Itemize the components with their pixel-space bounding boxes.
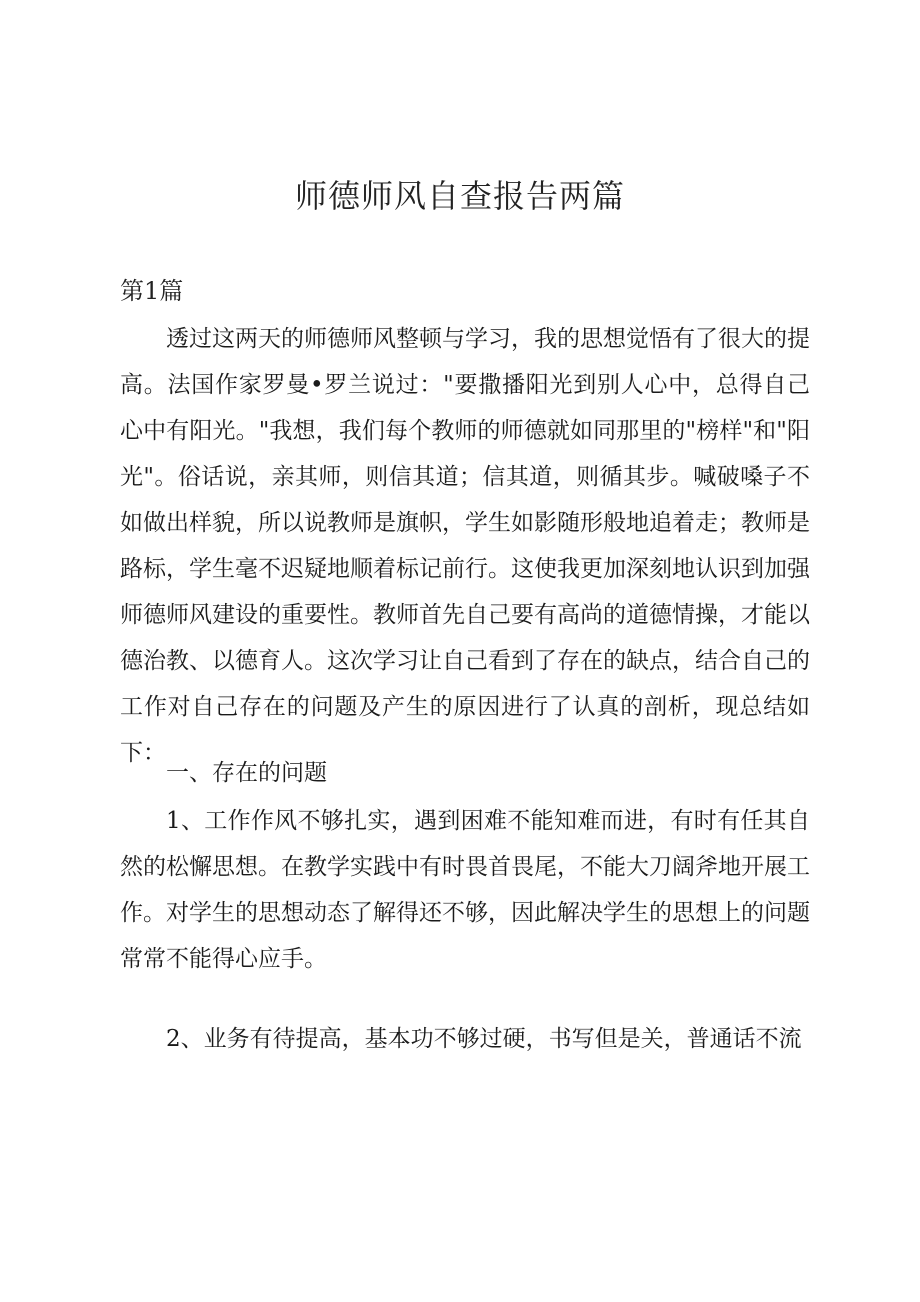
section-heading-problems: 一、存在的问题 xyxy=(166,760,327,786)
paragraph-problem-2: 2、业务有待提高，基本功不够过硬，书写但是关，普通话不流 xyxy=(166,1026,802,1052)
paragraph-problem-1: 1、工作作风不够扎实，遇到困难不能知难而进，有时有任其自然的松懈思想。在教学实践中有时畏首畏尾，不能大刀阔斧地开展工作。对学生的思想动态了解得还不够，因此解决学生的思想上的问题常常不能得心应手。 xyxy=(120,808,810,972)
section-label: 第1篇 xyxy=(120,277,184,305)
document-title: 师德师风自查报告两篇 xyxy=(294,177,625,215)
paragraph-intro: 透过这两天的师德师风整顿与学习，我的思想觉悟有了很大的提高。法国作家罗曼•罗兰说过："要撒播阳光到别人心中，总得自己心中有阳光。"我想，我们每个教师的师德就如同那里的"榜样"和"阳光"。俗话说，亲其师，则信其道；信其道，则循其步。喊破嗓子不如做出样貌，所以说教师是旗帜，学生如影随形般地追着走；教师是路标，学生毫不迟疑地顺着标记前行。这使我更加深刻地认识到加强师德师风建设的重要性。教师首先自己要有高尚的道德情操，才能以德治教、以德育人。这次学习让自己看到了存在的缺点，结合自己的工作对自己存在的问题及产生的原因进行了认真的剖析，现总结如下： xyxy=(120,326,810,766)
